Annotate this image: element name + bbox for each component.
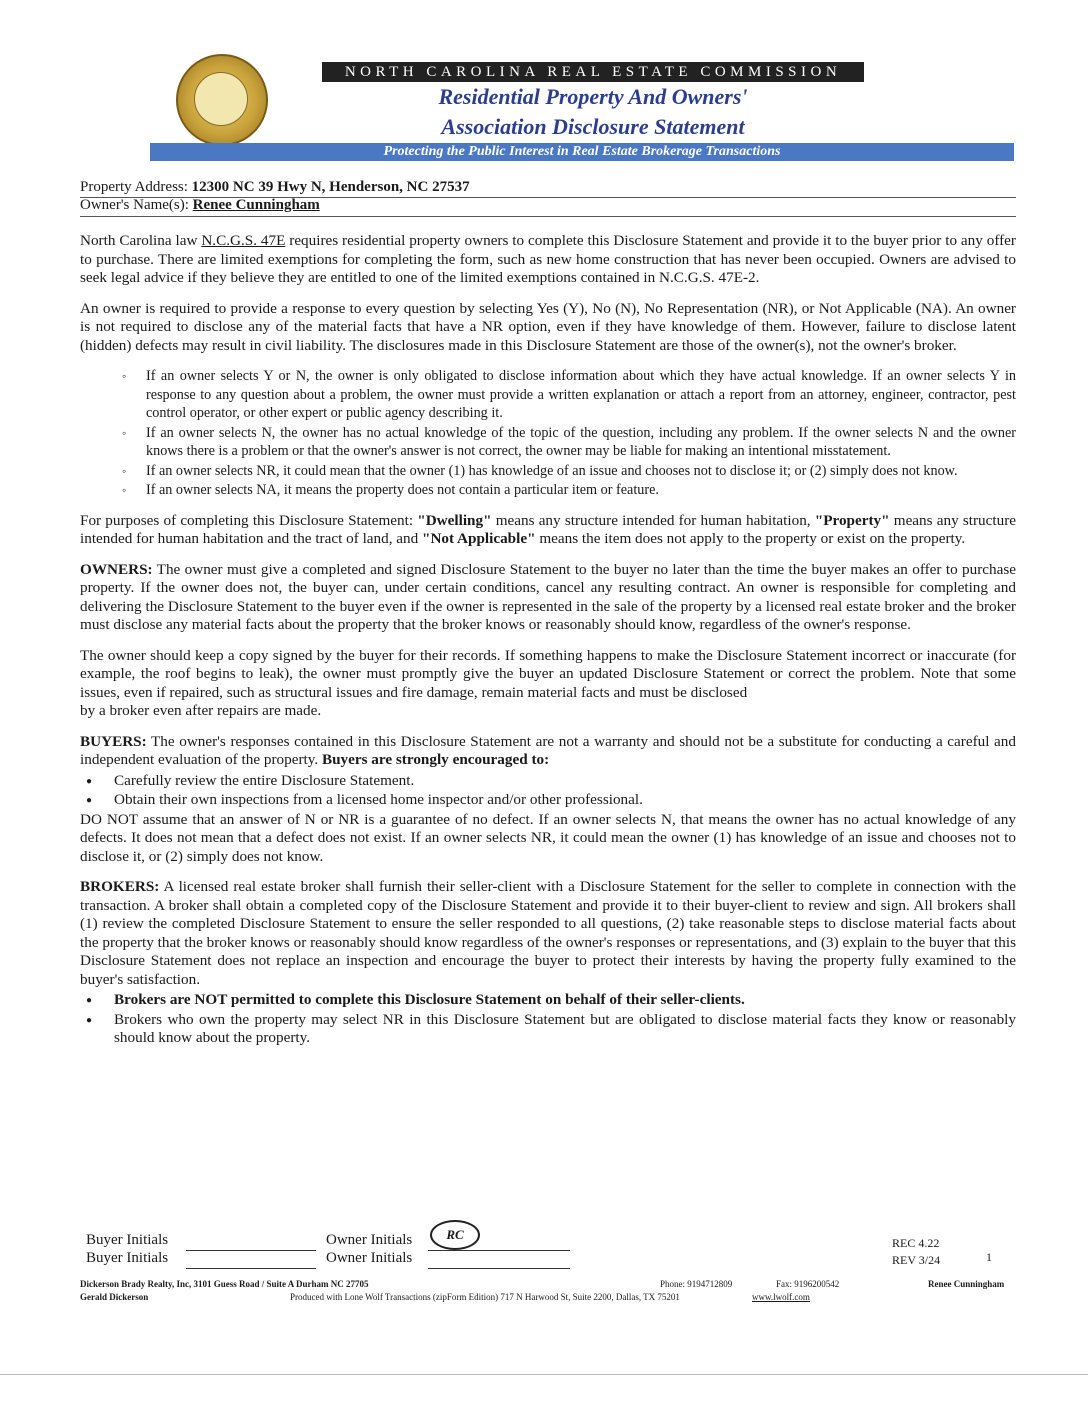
owner-initials-label-1: Owner Initials bbox=[326, 1232, 413, 1248]
property-address-value[interactable]: 12300 NC 39 Hwy N, Henderson, NC 27537 bbox=[191, 179, 470, 195]
rev-code: REV 3/24 bbox=[892, 1253, 941, 1267]
list-item: ◦ If an owner selects Y or N, the owner is only obligated to disclose information about which they have actual knowledge. If an owner selects Y in response to any question about a problem, the owner must provide a written explanation or attach a report from an attorney, engineer, contractor, pest control operator, or other expert or public agency describing it. bbox=[146, 367, 1016, 423]
agent-name: Gerald Dickerson bbox=[80, 1292, 149, 1302]
page-number: 1 bbox=[986, 1250, 992, 1264]
list-item: ● Obtain their own inspections from a licensed home inspector and/or other professional. bbox=[114, 791, 1016, 810]
list-item: ● Brokers are NOT permitted to complete this Disclosure Statement on behalf of their seller-clients. bbox=[114, 991, 1016, 1010]
broker-address: Dickerson Brady Realty, Inc, 3101 Guess Road / Suite A Durham NC 27705 bbox=[80, 1279, 369, 1289]
nc-commission-seal-icon bbox=[176, 54, 268, 146]
paragraph-responses: An owner is required to provide a response to every question by selecting Yes (Y), No (N), No Representation (NR), or Not Applicable (NA). An owner is not required to disclose any of the material facts that have a NR option, even if they have knowledge of them. However, failure to disclose latent (hidden) defects may result in civil liability. The disclosures made in this Disclosure Statement are those of the owner(s), not the owner's broker. bbox=[80, 299, 1016, 354]
response-options-list bbox=[80, 367, 1016, 500]
owner-name-label: Owner's Name(s): bbox=[80, 197, 189, 213]
tagline-banner: Protecting the Public Interest in Real Estate Brokerage Transactions bbox=[150, 143, 1014, 161]
list-item: ◦ If an owner selects NR, it could mean that the owner (1) has knowledge of an issue and chooses not to disclose it; or (2) simply does not know. bbox=[146, 462, 1016, 481]
owner-underline bbox=[80, 216, 1016, 217]
buyer-initials-label-2: Buyer Initials bbox=[86, 1250, 169, 1266]
property-address-label: Property Address: bbox=[80, 179, 188, 195]
paragraph-owner-records: The owner should keep a copy signed by the buyer for their records. If something happens to make the Disclosure Statement incorrect or inaccurate (for example, the roof begins to leak), the owner must promptly give the buyer an updated Disclosure Statement or correct the problem. Note that some issues, even if repaired, such as structural issues and fire damage, remain material facts and must be disclosed by a broker even after repairs are made. bbox=[80, 646, 1016, 719]
buyer-initials-line-1[interactable] bbox=[186, 1250, 316, 1251]
commission-banner: NORTH CAROLINA REAL ESTATE COMMISSION bbox=[322, 62, 864, 82]
buyer-initials-line-2[interactable] bbox=[186, 1268, 316, 1269]
paragraph-law: North Carolina law N.C.G.S. 47E requires residential property owners to complete this Disclosure Statement and provide it to the buyer prior to any offer to purchase. There are limited exemptions for completing the form, such as new home construction that has never been occupied. Owners are advised to seek legal advice if they believe they are entitled to one of the limited exemptions contained in N.C.G.S. 47E-2. bbox=[80, 232, 1016, 286]
owner-initials-line-1[interactable] bbox=[428, 1250, 570, 1251]
disclosure-body bbox=[80, 232, 1016, 1060]
owner-name-value[interactable]: Renee Cunningham bbox=[192, 197, 320, 213]
paragraph-no-guarantee: DO NOT assume that an answer of N or NR is a guarantee of no defect. If an owner selects N, that means the owner has no actual knowledge of any defects. It does not mean that a defect does not exist. If an owner selects NR, it could mean the owner (1) has knowledge of an issue and chooses not to disclose it, or (2) simply does not know. bbox=[80, 810, 1016, 865]
owner-name-field bbox=[80, 197, 320, 214]
paragraph-brokers: BROKERS: A licensed real estate broker shall furnish their seller-client with a Disclosure Statement for the seller to complete in connection with the transaction. A broker shall obtain a completed copy of the Disclosure Statement and provide it to their buyer-client to review and sign. All brokers shall (1) review the completed Disclosure Statement to ensure the seller responded to all questions, (2) take reasonable steps to disclose material facts about the property that the broker knows or reasonably should know regardless of the owner's responses or representations, and (3) explain to the buyer that this Disclosure Statement does not replace an inspection and encourage the buyer to protect their interests by having the property fully examined to the buyer's satisfaction. bbox=[80, 878, 1016, 988]
fax-number: Fax: 9196200542 bbox=[776, 1279, 840, 1289]
buyer-initials-label-1: Buyer Initials bbox=[86, 1232, 169, 1248]
paragraph-definitions: For purposes of completing this Disclosure Statement: "Dwelling" means any structure intended for human habitation, "Property" means any structure intended for human habitation and the tract of land, and "Not Applicable" means the item does not apply to the property or exist on the property. bbox=[80, 511, 1016, 547]
property-address-field bbox=[80, 179, 470, 196]
owner-initials-label-2: Owner Initials bbox=[326, 1250, 413, 1266]
form-title-line2: Association Disclosure Statement bbox=[441, 114, 745, 139]
page-divider bbox=[0, 1374, 1088, 1375]
form-title-line1: Residential Property And Owners' bbox=[438, 84, 748, 109]
broker-rules-list bbox=[80, 991, 1016, 1048]
produced-by: Produced with Lone Wolf Transactions (zipForm Edition) 717 N Harwood St, Suite 2200, Dallas, TX 75201 bbox=[290, 1292, 680, 1302]
phone-number: Phone: 9194712809 bbox=[660, 1279, 733, 1289]
list-item: ◦ If an owner selects N, the owner has no actual knowledge of the topic of the question, including any problem. If the owner selects N and the owner knows there is a problem or that the owner's answer is not correct, the owner may be liable for making an intentional misstatement. bbox=[146, 424, 1016, 461]
file-name: Renee Cunningham bbox=[928, 1279, 1005, 1289]
rec-code: REC 4.22 bbox=[892, 1236, 940, 1250]
paragraph-buyers: BUYERS: The owner's responses contained in this Disclosure Statement are not a warranty and should not be a substitute for conducting a careful and independent evaluation of the property. Buyers are strongly encouraged to: bbox=[80, 732, 1016, 768]
statute-link[interactable]: N.C.G.S. 47E bbox=[201, 232, 286, 249]
lwolf-link[interactable]: www.lwolf.com bbox=[752, 1292, 810, 1302]
list-item: ◦ If an owner selects NA, it means the property does not contain a particular item or feature. bbox=[146, 481, 1016, 500]
list-item: ● Carefully review the entire Disclosure Statement. bbox=[114, 772, 1016, 791]
paragraph-owners: OWNERS: The owner must give a completed and signed Disclosure Statement to the buyer no later than the time the buyer makes an offer to purchase property. If the owner does not, the buyer can, under certain conditions, cancel any resulting contract. An owner is responsible for completing and delivering the Disclosure Statement to the buyer even if the owner is represented in the sale of the property by a licensed real estate broker and the broker must disclose any material facts about the property that the broker knows or reasonably should know, regardless of the owner's response. bbox=[80, 560, 1016, 633]
buyer-recommendations-list bbox=[80, 772, 1016, 810]
owner-initials-line-2[interactable] bbox=[428, 1268, 570, 1269]
list-item: ● Brokers who own the property may select NR in this Disclosure Statement but are obligated to disclose material facts they know or reasonably should know about the property. bbox=[114, 1011, 1016, 1048]
owner-initials-stamp: RC bbox=[430, 1220, 480, 1250]
